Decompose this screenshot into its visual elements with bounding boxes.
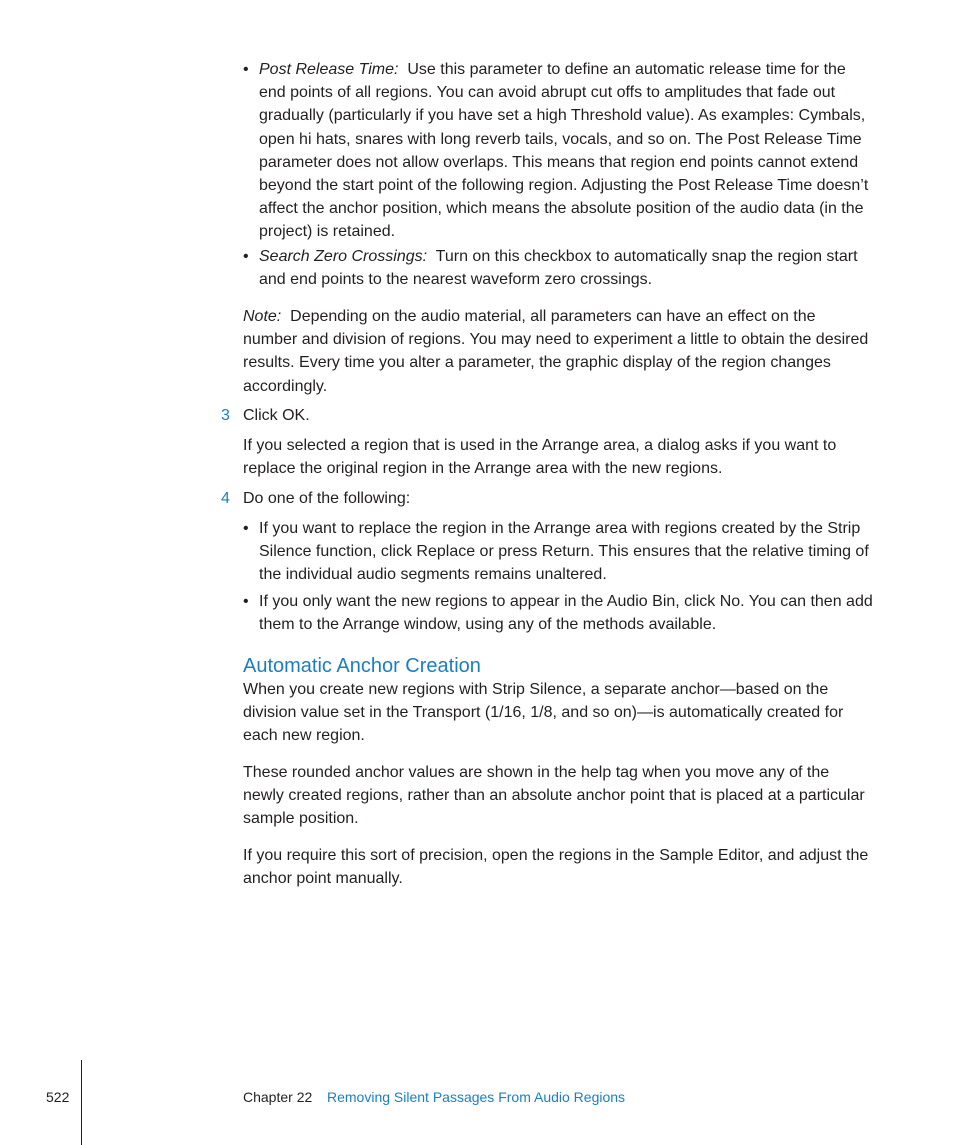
step-text: Click OK. — [243, 407, 310, 424]
footer-divider — [81, 1060, 82, 1145]
bullet-dot: • — [243, 520, 249, 537]
bullet-audio-bin — [243, 590, 873, 636]
footer-chapter-title: Removing Silent Passages From Audio Regions — [327, 1089, 626, 1105]
step-number: 3 — [221, 407, 230, 424]
bullet-label: Post Release Time: — [259, 61, 399, 78]
bullet-text: Turn on this checkbox to automatically snap the region start and end points to the nearest waveform zero crossings. — [259, 248, 858, 289]
note-paragraph — [243, 305, 873, 398]
bullet-body — [259, 58, 873, 244]
bullet-search-zero-crossings — [243, 245, 873, 291]
bullet-text: If you want to replace the region in the Arrange area with regions created by the Strip Silence function, click Replace or press Return. This ensures that the relative timing of the individual audio segments remains unaltered. — [259, 520, 869, 584]
bullet-text: Use this parameter to define an automatic release time for the end points of all regions. You can avoid abrupt cut offs to amplitudes that fade out gradually (particularly if you have set a high Threshold value). As examples: Cymbals, open hi hats, snares with long reverb tails, vocals, and so on. The Post Release Time parameter does not allow overlaps. This means that region end points cannot extend beyond the start point of the following region. Adjusting the Post Release Time doesn’t affect the anchor position, which means the absolute position of the audio data (in the project) is retained. — [259, 61, 869, 241]
section-paragraph: If you require this sort of precision, open the regions in the Sample Editor, and adjust the anchor point manually. — [243, 847, 869, 888]
bullet-replace — [243, 517, 873, 587]
bullet-label: Search Zero Crossings: — [259, 248, 428, 265]
note-label: Note: — [243, 308, 282, 325]
bullet-dot: • — [243, 61, 249, 78]
section-heading: Automatic Anchor Creation — [243, 655, 481, 677]
section-paragraph: When you create new regions with Strip Silence, a separate anchor—based on the division value set in the Transport (1/16, 1/8, and so on)—is automatically created for each new region. — [243, 681, 844, 745]
bullet-body — [259, 245, 873, 291]
note-text: Depending on the audio material, all parameters can have an effect on the number and division of regions. You may need to experiment a little to obtain the desired results. Every time you alter a parameter, the graphic display of the region changes accordingly. — [243, 308, 869, 395]
page-number: 522 — [46, 1089, 70, 1105]
footer-chapter: Chapter 22 — [243, 1089, 313, 1105]
bullet-dot: • — [243, 593, 249, 610]
section-paragraph: These rounded anchor values are shown in the help tag when you move any of the newly created regions, rather than an absolute anchor point that is placed at a particular sample position. — [243, 764, 865, 828]
step-text: Do one of the following: — [243, 490, 411, 507]
step-number: 4 — [221, 490, 230, 507]
step-4 — [221, 487, 873, 510]
step-3-paragraph: If you selected a region that is used in the Arrange area, a dialog asks if you want to replace the original region in the Arrange area with the new regions. — [243, 437, 837, 478]
bullet-text: If you only want the new regions to appear in the Audio Bin, click No. You can then add them to the Arrange window, using any of the methods available. — [259, 593, 873, 634]
bullet-post-release-time — [243, 58, 873, 244]
bullet-dot: • — [243, 248, 249, 265]
step-3 — [221, 404, 873, 427]
